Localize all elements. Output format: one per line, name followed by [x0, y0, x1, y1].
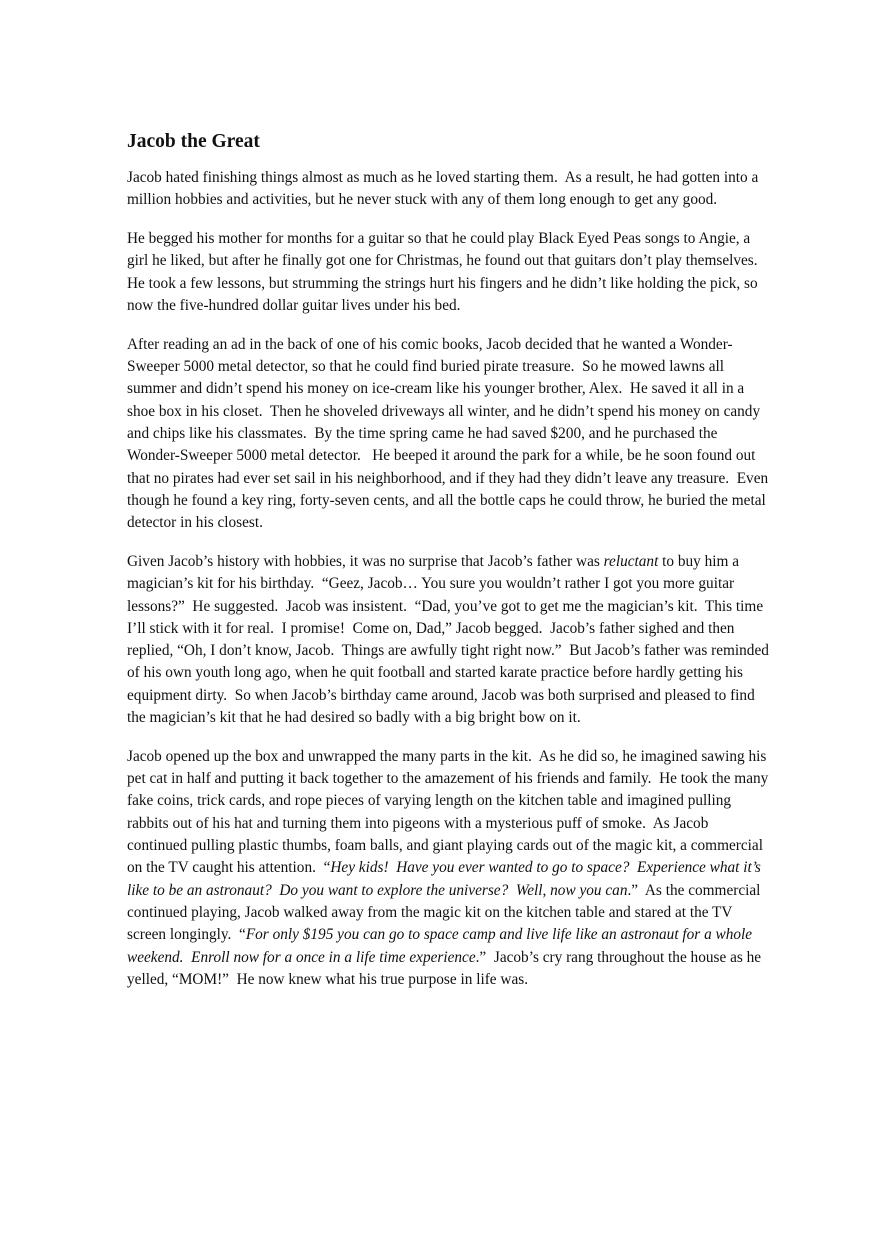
text-line	[127, 167, 767, 189]
paragraph	[127, 746, 767, 991]
italic-text: like to be an astronaut? Do you want to explore the universe? Well, now you can	[127, 881, 628, 899]
text-segment: yelled, “MOM!” He now knew what his true purpose in life was.	[127, 970, 529, 988]
text-line	[127, 468, 767, 490]
text-segment: replied, “Oh, I don’t know, Jacob. Things are awfully tight right now.” But Jacob’s father was reminded	[127, 642, 769, 660]
text-line	[127, 969, 767, 991]
text-line	[127, 573, 767, 595]
text-line	[127, 707, 767, 729]
text-line	[127, 250, 767, 272]
text-segment: I’ll stick with it for real. I promise! Come on, Dad,” Jacob begged. Jacob’s father sighed and then	[127, 619, 735, 637]
text-line	[127, 596, 767, 618]
text-segment: Given Jacob’s history with hobbies, it was no surprise that Jacob’s father was	[127, 552, 604, 570]
paragraph	[127, 228, 767, 317]
text-segment: .” As the commercial	[627, 881, 761, 899]
document-body	[127, 167, 767, 991]
text-line	[127, 924, 767, 946]
italic-text: For only $195 you can go to space camp and live life like an astronaut for a whole	[245, 926, 753, 944]
text-segment: equipment dirty. So when Jacob’s birthday came around, Jacob was both surprised and pleased to find	[127, 686, 755, 704]
text-line	[127, 947, 767, 969]
text-segment: lessons?” He suggested. Jacob was insistent. “Dad, you’ve got to get me the magician’s kit. This time	[127, 597, 764, 615]
text-line	[127, 746, 767, 768]
text-line	[127, 490, 767, 512]
text-line	[127, 378, 767, 400]
italic-text: weekend. Enroll now for a once in a life time experience	[127, 948, 476, 966]
text-line	[127, 835, 767, 857]
text-line	[127, 356, 767, 378]
text-line	[127, 768, 767, 790]
text-segment: to buy him a	[658, 552, 740, 570]
text-segment: pet cat in half and putting it back together to the amazement of his friends and family. He took the many	[127, 770, 769, 788]
text-segment: .” Jacob’s cry rang throughout the house as he	[475, 948, 762, 966]
paragraph	[127, 167, 767, 212]
text-segment: rabbits out of his hat and turning them into pigeons with a mysterious puff of smoke. As Jacob	[127, 814, 709, 832]
text-segment: Jacob hated finishing things almost as much as he loved starting them. As a result, he had gotten into a	[127, 169, 759, 186]
text-line	[127, 618, 767, 640]
text-segment: shoe box in his closet. Then he shoveled driveways all winter, and he didn’t spend his money on candy	[127, 402, 761, 420]
text-segment: the magician’s kit that he had desired so badly with a big bright bow on it.	[127, 709, 581, 727]
text-line	[127, 189, 767, 211]
paragraph	[127, 334, 767, 535]
text-segment: He begged his mother for months for a guitar so that he could play Black Eyed Peas songs to Angie, a	[127, 230, 751, 248]
text-segment: fake coins, trick cards, and rope pieces of varying length on the kitchen table and imagined pulling	[127, 792, 732, 810]
text-line	[127, 813, 767, 835]
text-line	[127, 295, 767, 317]
text-line	[127, 880, 767, 902]
italic-text: Hey kids! Have you ever wanted to go to space? Experience what it’s	[330, 859, 761, 877]
text-segment: detector in his closest.	[127, 514, 263, 532]
document-page	[127, 130, 767, 1008]
text-line	[127, 334, 767, 356]
text-segment: though he found a key ring, forty-seven cents, and all the bottle caps he could throw, he buried the metal	[127, 491, 766, 509]
text-segment: now the five-hundred dollar guitar lives under his bed.	[127, 296, 461, 314]
text-segment: million hobbies and activities, but he never stuck with any of them long enough to get any good.	[127, 191, 718, 209]
text-line	[127, 445, 767, 467]
text-line	[127, 551, 767, 573]
text-segment: Wonder-Sweeper 5000 metal detector. He beeped it around the park for a while, be he soon found out	[127, 447, 756, 465]
text-segment: summer and didn’t spend his money on ice-cream like his younger brother, Alex. He saved it all in a	[127, 380, 745, 398]
text-segment: Sweeper 5000 metal detector, so that he could find buried pirate treasure. So he mowed lawns all	[127, 358, 725, 376]
text-segment: continued playing, Jacob walked away from the magic kit on the kitchen table and stared at the TV	[127, 903, 733, 921]
text-line	[127, 662, 767, 684]
text-segment: screen longingly. “	[127, 926, 246, 944]
text-line	[127, 857, 767, 879]
text-segment: magician’s kit for his birthday. “Geez, Jacob… You sure you wouldn’t rather I got you more guitar	[127, 575, 735, 593]
text-line	[127, 902, 767, 924]
document-title: Jacob the Great	[127, 131, 260, 152]
text-segment: continued pulling plastic thumbs, foam balls, and giant playing cards out of the magic kit, a commercial	[127, 837, 763, 855]
text-segment: that no pirates had ever set sail in his neighborhood, and if they had they didn’t leave any treasure. Even	[127, 469, 769, 487]
text-segment: on the TV caught his attention. “	[127, 859, 331, 877]
text-segment: girl he liked, but after he finally got one for Christmas, he found out that guitars don’t play themselves.	[127, 252, 758, 270]
text-segment: of his own youth long ago, when he quit football and started karate practice before hardly getting his	[127, 664, 743, 682]
text-segment: After reading an ad in the back of one of his comic books, Jacob decided that he wanted a Wonder-	[127, 335, 733, 353]
text-line	[127, 273, 767, 295]
text-segment: He took a few lessons, but strumming the strings hurt his fingers and he didn’t like holding the pick, so	[127, 274, 758, 292]
text-line	[127, 401, 767, 423]
text-segment: and chips like his classmates. By the time spring came he had saved $200, and he purchased the	[127, 424, 718, 442]
text-line	[127, 423, 767, 445]
text-line	[127, 790, 767, 812]
italic-text: reluctant	[603, 552, 659, 570]
text-line	[127, 512, 767, 534]
text-line	[127, 640, 767, 662]
paragraph	[127, 551, 767, 729]
text-segment: Jacob opened up the box and unwrapped the many parts in the kit. As he did so, he imagined sawing his	[127, 747, 767, 765]
text-line	[127, 228, 767, 250]
text-line	[127, 685, 767, 707]
